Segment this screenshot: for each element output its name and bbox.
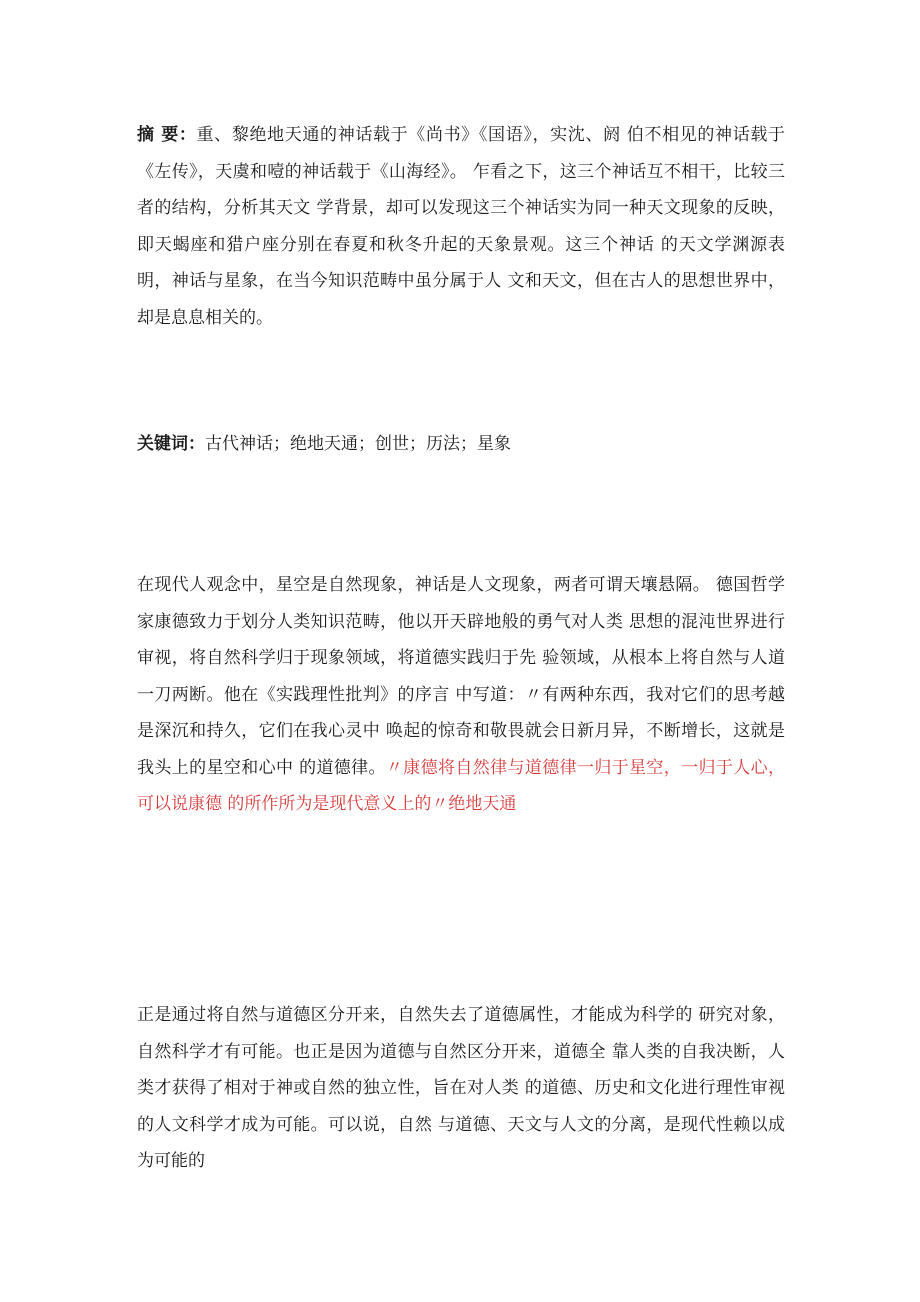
- keywords-section: [137, 426, 785, 463]
- abstract-text: 重、黎绝地天通的神话载于《尚书》《国语》，实沈、阏 伯不相见的神话载于《左传》，天虞和噎的神话载于《山海经》。 乍看之下，这三个神话互不相干，比较三者的结构，分析其天文 学背景，却可以发现这三个神话实为同一种天文现象的反映，即天蝎座和猎户座分别在春夏和秋冬升起的天象景观。这三个神话 的天文学渊源表明，神话与星象，在当今知识范畴中虽分属于人 文和天文，但在古人的思想世界中，却是息息相关的。: [137, 125, 785, 328]
- paragraph-1-highlight: 〃康德将自然律与道德律一归于星空，一归于人心，可以说康德 的所作所为是现代意义上的〃绝地天通: [137, 757, 786, 814]
- keywords-text: 古代神话；绝地天通；创世；历法；星象: [205, 434, 511, 454]
- abstract-label: 摘 要：: [137, 125, 197, 145]
- body-paragraph-1: [137, 567, 785, 823]
- paragraph-2-text: 正是通过将自然与道德区分开来，自然失去了道德属性，才能成为科学的 研究对象，自然科学才有可能。也正是因为道德与自然区分开来，道德全 靠人类的自我决断，人类才获得了相对于神或自然的独立性，旨在对人类 的道德、历史和文化进行理性审视的人文科学才成为可能。可以说，自然 与道德、天文与人文的分离，是现代性赖以成为可能的: [137, 1005, 785, 1171]
- paragraph-1-text: 在现代人观念中，星空是自然现象，神话是人文现象，两者可谓天壤悬隔。 德国哲学家康德致力于划分人类知识范畴，他以开天辟地般的勇气对人类 思想的混沌世界进行审视，将自然科学归于现象领域，将道德实践归于先 验领域，从根本上将自然与人道一刀两断。他在《实践理性批判》的序言 中写道：〃有两种东西，我对它们的思考越是深沉和持久，它们在我心灵中 唤起的惊奇和敬畏就会日新月异，不断增长，这就是我头上的星空和心中 的道德律。: [137, 575, 785, 778]
- keywords-label: 关键词：: [137, 434, 205, 454]
- abstract-section: [137, 117, 785, 336]
- body-paragraph-2: [137, 997, 785, 1180]
